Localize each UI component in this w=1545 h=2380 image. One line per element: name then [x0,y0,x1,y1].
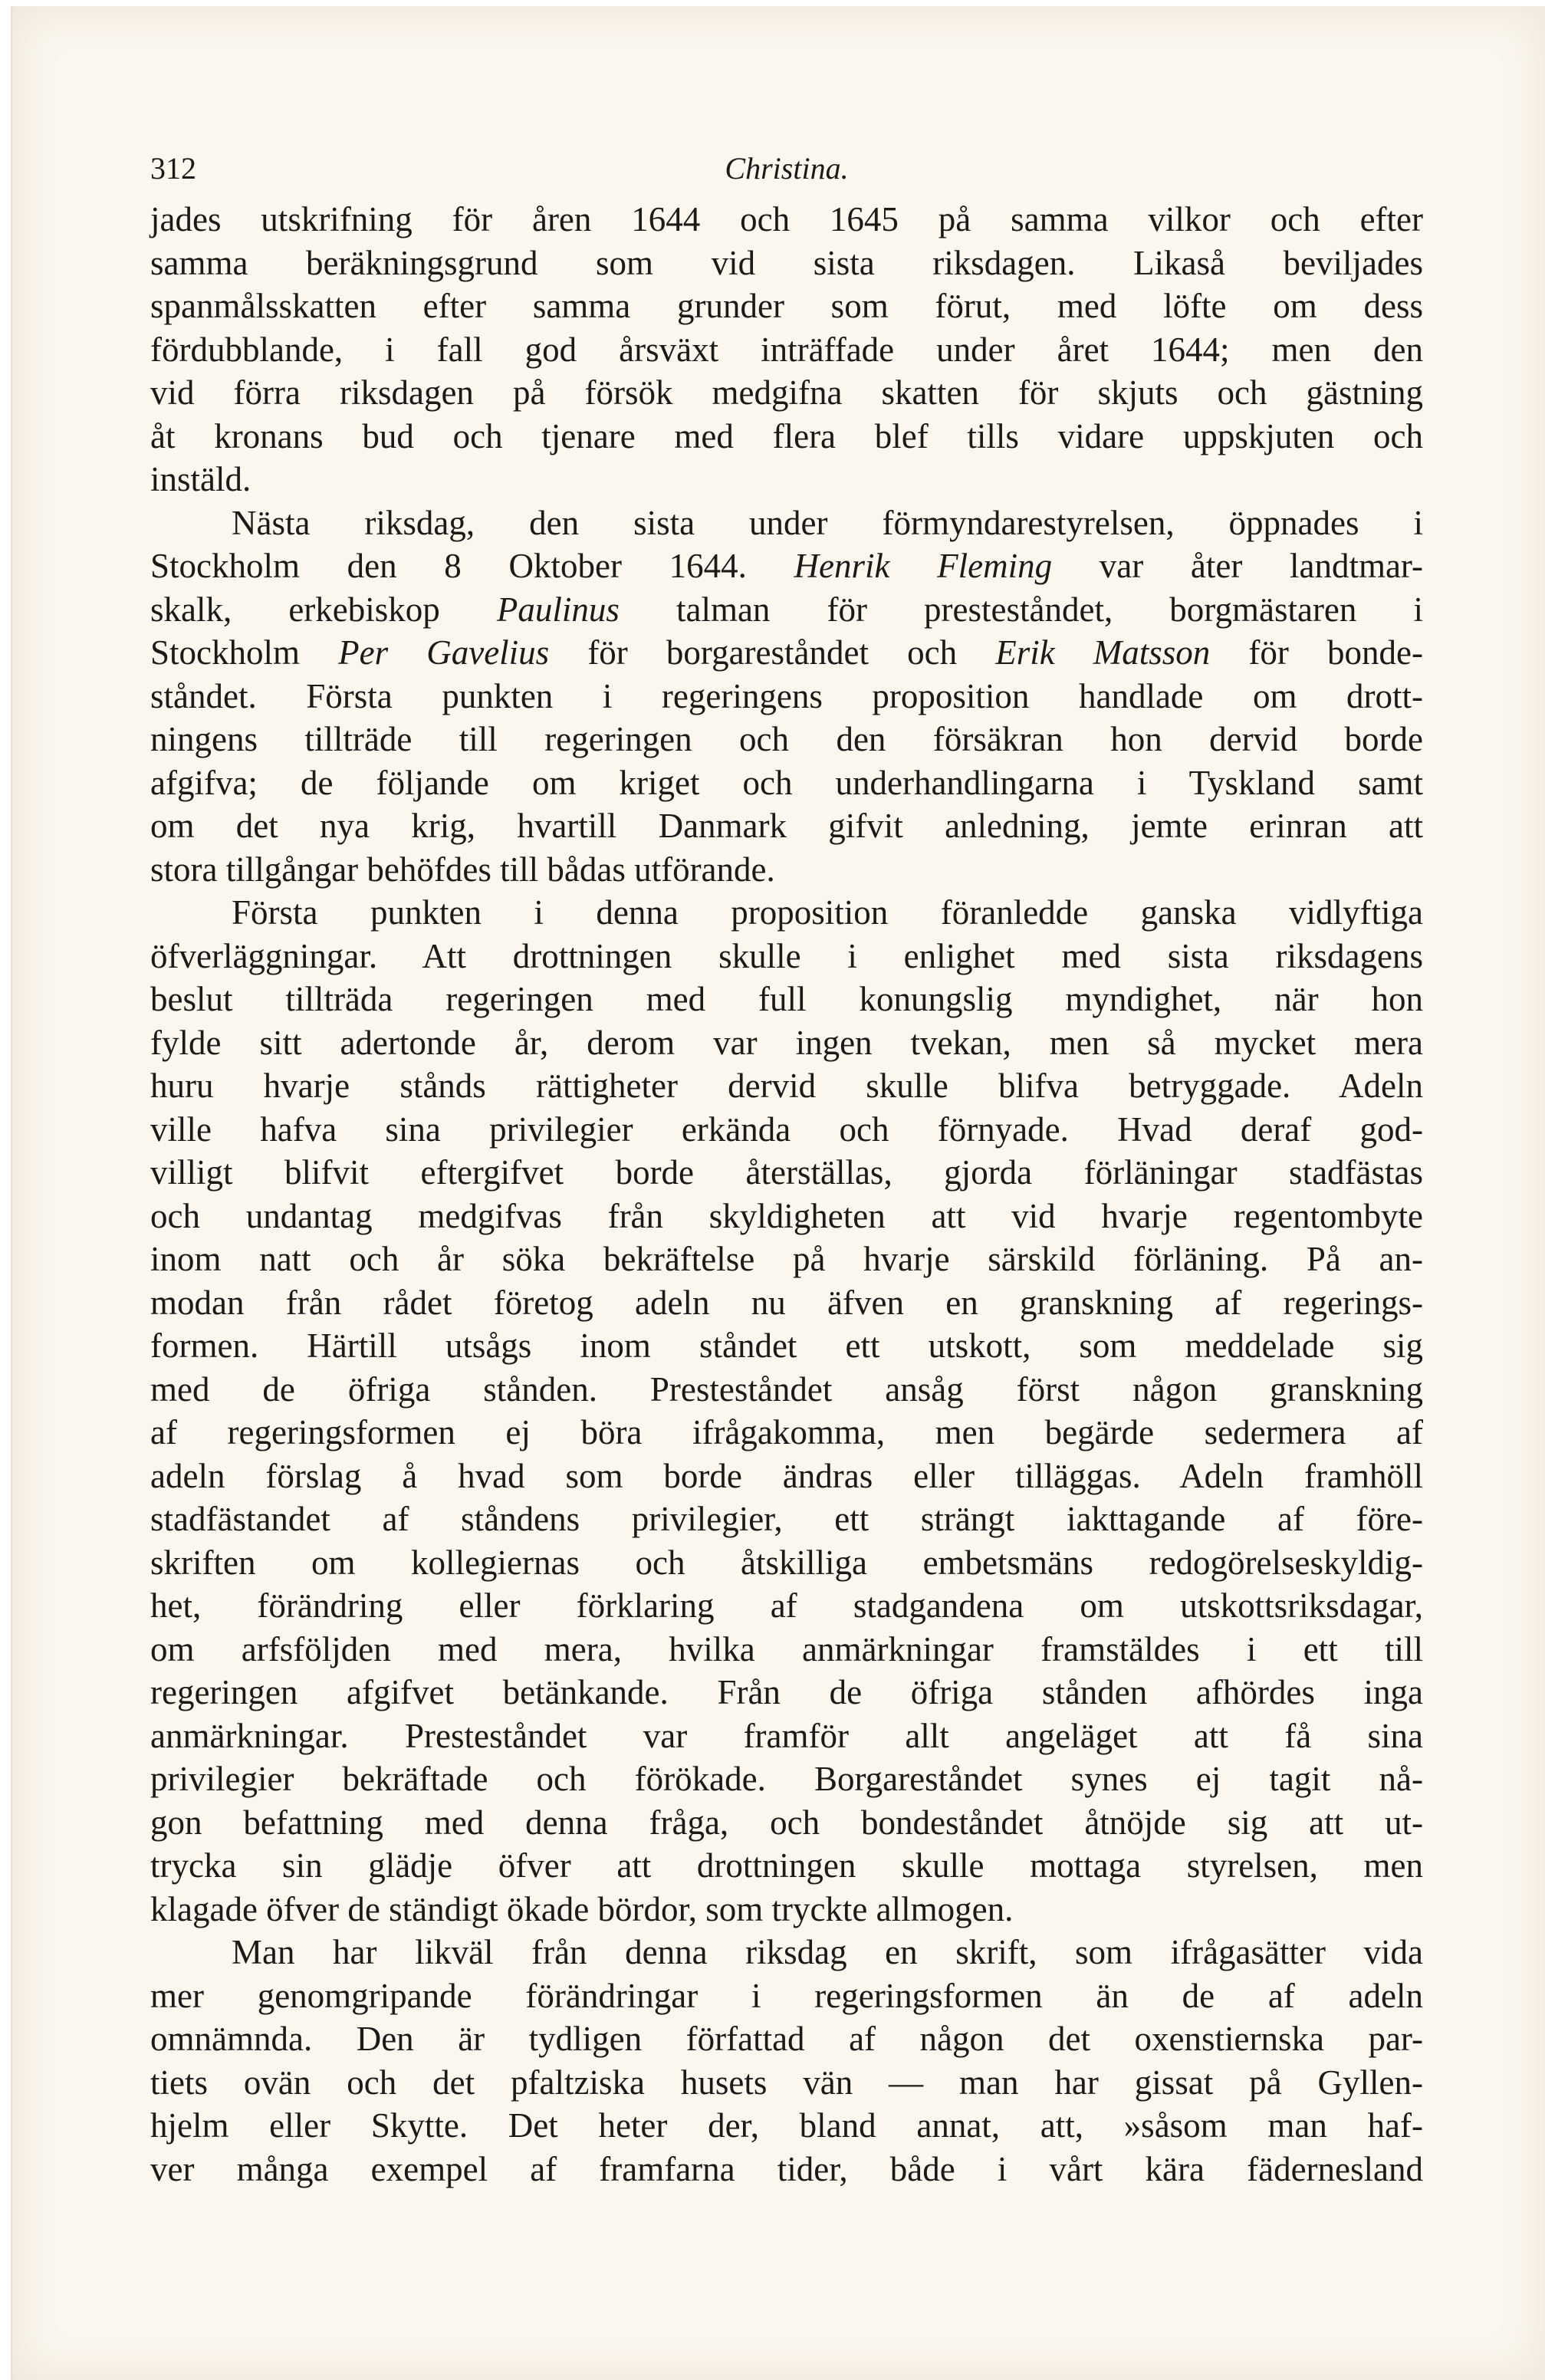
text-line: mer genomgripande förändringar i regeringsformen än de af adeln [150,1976,1423,2015]
text-line: huru hvarje stånds rättigheter dervid skulle blifva betryggade. Adeln [150,1067,1423,1105]
text-line: adeln förslag å hvad som borde ändras eller tilläggas. Adeln framhöll [150,1456,1423,1495]
text-line: samma beräkningsgrund som vid sista riksdagen. Likaså beviljades [150,243,1423,282]
text-line: skalk, erkebiskop Paulinus talman för presteståndet, borgmästaren i [150,590,1423,629]
text-line: åt kronans bud och tjenare med flera blef tills vidare uppskjuten och [150,416,1423,455]
text-line: omnämnda. Den är tydligen författad af någon det oxenstiernska par- [150,2020,1423,2058]
text-line: instäld. [150,460,251,498]
body-text [150,198,1423,2191]
text-line: villigt blifvit eftergifvet borde återställas, gjorda förläningar stadfästas [150,1153,1423,1192]
text-line: hjelm eller Skytte. Det heter der, bland annat, att, »såsom man haf- [150,2106,1423,2145]
text-line: trycka sin glädje öfver att drottningen skulle mottaga styrelsen, men [150,1846,1423,1885]
person-name: Paulinus [496,590,620,629]
text-line: vid förra riksdagen på försök medgifna skatten för skjuts och gästning [150,373,1423,412]
text-line: modan från rådet företog adeln nu äfven en granskning af regerings- [150,1283,1423,1322]
text-line: och undantag medgifvas från skyldigheten att vid hvarje regentombyte [150,1196,1423,1235]
text-line: ver många exempel af framfarna tider, både i vårt kära fädernesland [150,2149,1423,2188]
text-line: öfverläggningar. Att drottningen skulle i enlighet med sista riksdagens [150,936,1423,975]
text-line: af regeringsformen ej böra ifrågakomma, men begärde sedermera af [150,1413,1423,1451]
text-line: stora tillgångar behöfdes till bådas utförande. [150,850,775,889]
text-line: afgifva; de följande om kriget och underhandlingarna i Tyskland samt [150,763,1423,802]
text-line: gon befattning med denna fråga, och bondeståndet åtnöjde sig att ut- [150,1803,1423,1842]
page-header [150,150,1423,196]
text-line: anmärkningar. Presteståndet var framför allt angeläget att få sina [150,1716,1423,1755]
text-line: regeringen afgifvet betänkande. Från de öfriga stånden afhördes inga [150,1673,1423,1711]
text-line: formen. Härtill utsågs inom ståndet ett utskott, som meddelade sig [150,1326,1423,1365]
text-line: fylde sitt adertonde år, derom var ingen tvekan, men så mycket mera [150,1023,1423,1062]
text-line: Stockholm den 8 Oktober 1644. Henrik Fleming var åter landtmar- [150,547,1423,585]
text-line: ningens tillträde till regeringen och den försäkran hon dervid borde [150,720,1423,758]
running-title: Christina. [725,151,849,186]
text-line: fördubblande, i fall god årsväxt inträffade under året 1644; men den [150,330,1423,369]
text-line: privilegier bekräftade och förökade. Borgareståndet synes ej tagit nå- [150,1760,1423,1798]
person-name: Per Gavelius [338,633,550,672]
person-name: Erik Matsson [995,633,1211,672]
text-line: om det nya krig, hvartill Danmark gifvit anledning, jemte erinran att [150,807,1423,845]
text-line: om arfsföljden med mera, hvilka anmärkningar framstäldes i ett till [150,1629,1423,1668]
text-line: tiets ovän och det pfaltziska husets vän — man har gissat på Gyllen- [150,2063,1423,2102]
text-line: stadfästandet af ståndens privilegier, ett strängt iakttagande af före- [150,1500,1423,1538]
paragraph-start: Nästa riksdag, den sista under förmyndarestyrelsen, öppnades i [232,503,1423,542]
text-line: het, förändring eller förklaring af stadgandena om utskottsriksdagar, [150,1586,1423,1625]
text-line: spanmålsskatten efter samma grunder som förut, med löfte om dess [150,287,1423,325]
text-line: med de öfriga stånden. Presteståndet ansåg först någon granskning [150,1369,1423,1409]
text-line: ville hafva sina privilegier erkända och förnyade. Hvad deraf god- [150,1109,1423,1149]
text-line: jades utskrifning för åren 1644 och 1645 på samma vilkor och efter [150,200,1423,238]
page-number: 312 [150,151,196,186]
text-line: Stockholm Per Gavelius för borgareståndet och Erik Matsson för bonde- [150,633,1423,672]
paragraph-start: Man har likväl från denna riksdag en skrift, som ifrågasätter vida [232,1933,1423,1971]
person-name: Henrik Fleming [794,547,1053,585]
text-line: inom natt och år söka bekräftelse på hvarje särskild förläning. På an- [150,1240,1423,1278]
text-line: skriften om kollegiernas och åtskilliga embetsmäns redogörelseskyldig- [150,1543,1423,1582]
paragraph-start: Första punkten i denna proposition föranledde ganska vidlyftiga [232,893,1423,932]
text-line: ståndet. Första punkten i regeringens proposition handlade om drott- [150,676,1423,715]
text-line: beslut tillträda regeringen med full konungslig myndighet, när hon [150,980,1423,1018]
text-line: klagade öfver de ständigt ökade bördor, som tryckte allmogen. [150,1889,1014,1928]
